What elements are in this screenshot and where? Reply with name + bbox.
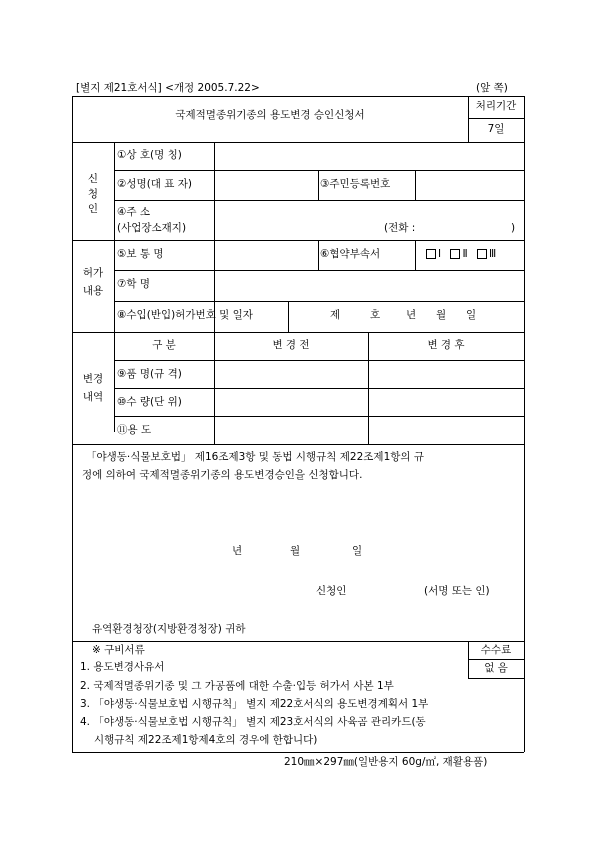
col-header-before: 변 경 전: [272, 339, 310, 351]
fee-value: 없 음: [484, 662, 508, 674]
appendix-i-checkbox[interactable]: [426, 249, 436, 259]
fee-label: 수수료: [480, 644, 512, 656]
change-group-label: 변경 내역: [82, 373, 104, 403]
date-month: 월: [290, 545, 301, 557]
date-day: 일: [352, 545, 363, 557]
address-label: ④주 소: [117, 206, 151, 218]
form-title: 국제적멸종위기종의 용도변경 승인신청서: [175, 109, 365, 121]
appendix-ii-checkbox[interactable]: [450, 249, 460, 259]
paper-spec-footer: 210㎜×297㎜(일반용지 60g/㎡, 재활용품): [284, 756, 488, 768]
processing-period-label: 처리기간: [475, 100, 517, 112]
phone-label: (전화 :: [384, 222, 416, 234]
form-number: [별지 제21호서식] <개정 2005.7.22>: [76, 82, 260, 94]
scientific-name-label: ⑦학 명: [117, 278, 151, 290]
address-sub-label: (사업장소재지): [117, 222, 187, 234]
phone-close: ): [511, 222, 516, 234]
change-row-item-name: ⑨품 명(규 격): [117, 368, 182, 380]
permit-day: 일: [466, 309, 477, 321]
col-header-category: 구 분: [152, 339, 176, 351]
permit-month: 월: [436, 309, 447, 321]
document-item-4: 4. 「야생동·식물보호법 시행규칙」 별지 제23호서식의 사육곰 관리카드(동: [80, 716, 426, 728]
change-row-usage: ⑪용 도: [117, 424, 152, 436]
resident-number-label: ③주민등록번호: [320, 178, 391, 190]
change-row-quantity: ⑩수 량(단 위): [117, 396, 182, 408]
appendix-label: ⑥협약부속서: [320, 248, 381, 260]
permit-no-suffix: 호: [370, 309, 381, 321]
import-permit-label: ⑧수입(반입)허가번호 및 일자: [117, 309, 253, 321]
permit-year: 년: [406, 309, 417, 321]
document-item-4-continued: 시행규칙 제22조제1항제4호의 경우에 한합니다): [94, 734, 318, 746]
page-side-label: (앞 쪽): [476, 82, 508, 94]
permit-group-label: 허가 내용: [82, 267, 104, 297]
common-name-label: ⑤보 통 명: [117, 248, 164, 260]
signature-or-seal-label: (서명 또는 인): [424, 585, 490, 597]
applicant-signature-label: 신청인: [316, 585, 347, 597]
date-year: 년: [232, 545, 243, 557]
col-header-after: 변 경 후: [427, 339, 465, 351]
processing-period-value: 7일: [487, 123, 505, 135]
application-form: [72, 96, 524, 752]
document-item-2: 2. 국제적멸종위기종 및 그 가공품에 대한 수출·입등 허가서 사본 1부: [80, 680, 394, 692]
statement-line-2: 정에 의하여 국제적멸종위기종의 용도변경승인을 신청합니다.: [82, 469, 363, 481]
document-item-1: 1. 용도변경사유서: [80, 661, 165, 673]
appendix-iii-checkbox[interactable]: [477, 249, 487, 259]
permit-no-prefix: 제: [330, 309, 341, 321]
required-documents-title: ※ 구비서류: [92, 644, 145, 656]
representative-name-label: ②성명(대 표 자): [117, 178, 192, 190]
applicant-group-label: 신 청 인: [87, 173, 99, 215]
appendix-options: Ⅰ Ⅱ Ⅲ: [420, 248, 496, 261]
document-item-3: 3. 「야생동·식물보호법 시행규칙」 별지 제22호서식의 용도변경계획서 1부: [80, 698, 429, 710]
recipient-label: 유역환경청장(지방환경청장) 귀하: [92, 623, 246, 635]
statement-line-1: 「야생동·식물보호법」 제16조제3항 및 동법 시행규칙 제22조제1항의 규: [86, 451, 425, 463]
company-name-label: ①상 호(명 칭): [117, 149, 182, 161]
